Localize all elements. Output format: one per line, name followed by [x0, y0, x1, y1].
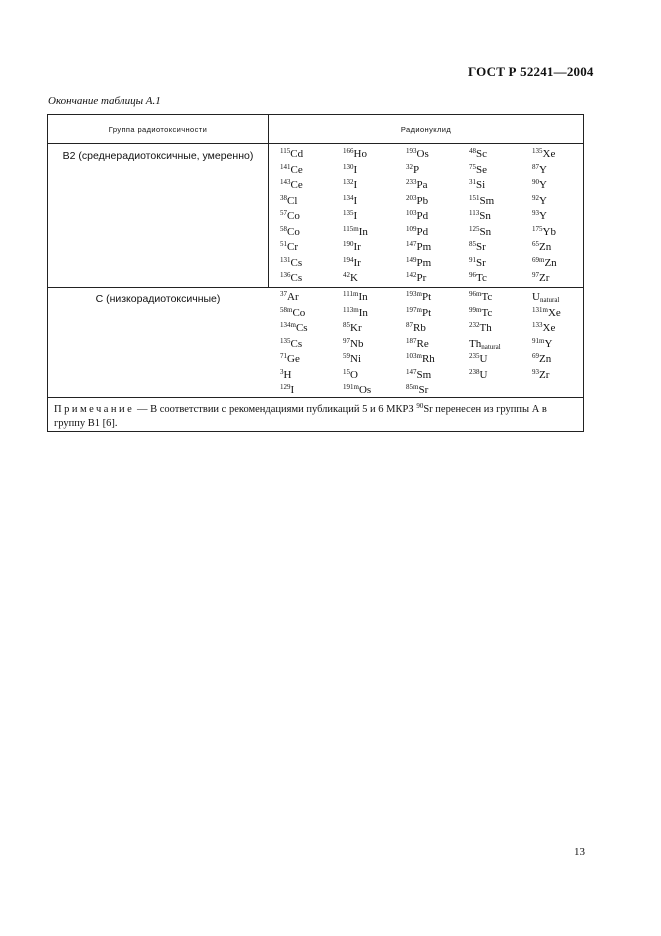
- nuclide-cell: [532, 194, 547, 209]
- element-symbol: Y: [539, 210, 547, 222]
- mass-number: 194: [343, 255, 354, 264]
- nuclide-cell: [343, 306, 368, 321]
- nuclide-cell: [469, 178, 485, 193]
- note-text-before: В соответствии с рекомендациями публикаций 5 и 6 МКРЗ: [150, 404, 417, 415]
- nuclide-cell: [280, 178, 303, 193]
- mass-number: 85m: [406, 383, 419, 391]
- mass-number: 147: [406, 367, 417, 376]
- element-symbol: Cl: [287, 194, 298, 207]
- mass-number: 235: [469, 352, 480, 360]
- nuclide-cell: [280, 163, 303, 178]
- element-symbol: Sn: [479, 225, 492, 238]
- mass-number: 75: [469, 162, 476, 171]
- mass-number: 193m: [406, 290, 422, 298]
- nuclide-cell: [406, 194, 428, 209]
- mass-number: 147: [406, 240, 417, 248]
- nuclide-cell: [280, 337, 302, 352]
- element-symbol: Ce: [290, 163, 303, 176]
- mass-number: 85: [469, 240, 476, 248]
- element-symbol: Sr: [418, 384, 429, 396]
- note-label: Примечание: [54, 404, 135, 415]
- nuclide-cell: [469, 337, 501, 352]
- mass-number: 191m: [343, 383, 359, 391]
- nuclide-cell: [343, 290, 368, 305]
- element-symbol: Tc: [481, 306, 493, 319]
- nuclide-cell: [469, 209, 491, 224]
- element-symbol: Pm: [416, 241, 432, 253]
- mass-number: 99m: [469, 305, 482, 314]
- nuclide-cell: [469, 256, 486, 271]
- radionuclide-table: [47, 114, 584, 432]
- note-text-after: перенесен из группы А в группу В1 [6].: [54, 404, 547, 429]
- element-symbol: H: [283, 368, 292, 381]
- element-symbol: Sr: [476, 241, 486, 253]
- mass-number: 90: [532, 178, 539, 186]
- mass-number: 42: [343, 271, 350, 279]
- mass-number: 103: [406, 209, 417, 217]
- mass-number: 92: [532, 193, 539, 202]
- nuclide-cell: [280, 306, 305, 321]
- element-symbol: O: [350, 368, 358, 381]
- nuclide-cell: [532, 337, 552, 352]
- element-symbol: Ni: [350, 353, 361, 365]
- note-dash: —: [134, 404, 151, 415]
- nuclide-cell: [532, 178, 547, 193]
- mass-number: 115m: [343, 224, 359, 233]
- nuclide-cell: [280, 256, 302, 271]
- mass-number: 87: [532, 162, 539, 171]
- element-symbol: Pt: [421, 306, 432, 319]
- document-number: ГОСТ Р 52241—2004: [468, 64, 594, 79]
- group-divider: [48, 287, 583, 288]
- nuclide-cell: [469, 271, 487, 286]
- nuclide-cell: [532, 271, 549, 286]
- nuclide-cell: [343, 383, 371, 398]
- element-symbol: Ar: [287, 291, 299, 303]
- col-header-group: Группа радиотоксичности: [108, 125, 208, 134]
- mass-number: 133: [532, 321, 543, 329]
- element-symbol: Zn: [539, 353, 552, 365]
- element-symbol: Co: [292, 306, 306, 319]
- element-symbol: Cr: [287, 241, 298, 253]
- nuclide-cell: [406, 271, 426, 286]
- nuclide-cell: [532, 209, 547, 224]
- mass-number: 142: [406, 271, 417, 279]
- nuclide-cell: [406, 147, 429, 162]
- element-symbol: Th: [469, 337, 482, 350]
- note-divider: [48, 397, 583, 398]
- mass-number: 197m: [406, 305, 422, 314]
- nuclide-cell: [280, 240, 298, 255]
- element-symbol: U: [479, 368, 488, 381]
- nuclide-cell: [343, 368, 358, 383]
- element-symbol: Tc: [481, 291, 493, 303]
- mass-number: 93: [532, 367, 539, 376]
- element-symbol: Y: [539, 163, 547, 176]
- mass-number: 97: [532, 271, 539, 279]
- element-symbol: U: [479, 353, 488, 365]
- mass-number: 135: [343, 209, 354, 217]
- nuclide-cell: [280, 147, 303, 162]
- mass-number: 96m: [469, 290, 482, 298]
- mass-number: 97: [343, 336, 350, 345]
- element-symbol: Os: [358, 384, 372, 396]
- nuclide-cell: [343, 194, 357, 209]
- element-symbol: Kr: [350, 322, 362, 334]
- mass-number: 135: [532, 147, 543, 155]
- nuclide-cell: [532, 306, 561, 321]
- nuclide-cell: [343, 178, 357, 193]
- element-symbol: In: [358, 291, 368, 303]
- mass-number: 232: [469, 321, 480, 329]
- nuclide-cell: [532, 147, 555, 162]
- element-symbol: Sr: [476, 256, 486, 269]
- subscript-label: natural: [539, 296, 560, 304]
- column-divider: [268, 115, 269, 287]
- element-symbol: Cd: [290, 148, 304, 160]
- mass-number: 87: [406, 321, 413, 329]
- nuclide-cell: [532, 368, 549, 383]
- element-symbol: Nb: [350, 337, 364, 350]
- element-symbol: Ir: [353, 256, 361, 269]
- mass-number: 187: [406, 336, 417, 345]
- mass-number: 238: [469, 367, 480, 376]
- nuclide-cell: [406, 306, 431, 321]
- element-symbol: Zn: [539, 241, 552, 253]
- nuclide-cell: [343, 225, 368, 240]
- element-symbol: P: [413, 163, 420, 176]
- element-symbol: Zr: [539, 272, 550, 284]
- mass-number: 109: [406, 224, 417, 233]
- mass-number: 125: [469, 224, 480, 233]
- mass-number: 59: [343, 352, 350, 360]
- mass-number: 203: [406, 193, 417, 202]
- mass-number: 32: [406, 162, 413, 171]
- element-symbol: Cs: [295, 322, 308, 334]
- element-symbol: Pd: [416, 210, 429, 222]
- mass-number: 96: [469, 271, 476, 279]
- mass-number: 233: [406, 178, 417, 186]
- element-symbol: Pb: [416, 194, 429, 207]
- nuclide-cell: [343, 240, 361, 255]
- nuclide-cell: [532, 225, 556, 240]
- nuclide-cell: [406, 225, 428, 240]
- mass-number: 143: [280, 178, 291, 186]
- mass-number: 69: [532, 352, 539, 360]
- element-symbol: Pa: [416, 179, 428, 191]
- nuclide-cell: [406, 178, 428, 193]
- nuclide-cell: [343, 209, 357, 224]
- element-symbol: Os: [416, 148, 429, 160]
- element-symbol: Si: [476, 179, 486, 191]
- nuclide-cell: [469, 321, 492, 336]
- nuclide-cell: [280, 352, 300, 367]
- mass-number: 71: [280, 352, 287, 360]
- element-symbol: Zr: [539, 368, 550, 381]
- element-symbol: In: [358, 306, 368, 319]
- mass-number: 15: [343, 367, 350, 376]
- nuclide-cell: [343, 352, 361, 367]
- mass-number: 51: [280, 240, 287, 248]
- mass-number: 175: [532, 224, 543, 233]
- nuclide-cell: [406, 383, 428, 398]
- mass-number: 58m: [280, 305, 293, 314]
- note-isotope-symbol: Sr: [423, 404, 433, 415]
- col-header-radionuclide: Радионуклид: [400, 125, 452, 134]
- element-symbol: I: [353, 210, 358, 222]
- mass-number: 151: [469, 193, 480, 202]
- element-symbol: Pd: [416, 225, 429, 238]
- element-symbol: Y: [544, 337, 553, 350]
- nuclide-cell: [532, 163, 547, 178]
- nuclide-cell: [406, 337, 429, 352]
- mass-number: 103m: [406, 352, 422, 360]
- nuclide-cell: [469, 306, 492, 321]
- element-symbol: Cs: [290, 272, 303, 284]
- nuclide-cell: [280, 209, 300, 224]
- element-symbol: Sc: [476, 148, 487, 160]
- subscript-label: natural: [481, 342, 501, 351]
- note-isotope-mass: 90: [416, 402, 424, 410]
- mass-number: 111m: [343, 290, 359, 298]
- nuclide-cell: [343, 147, 367, 162]
- element-symbol: In: [358, 225, 368, 238]
- nuclide-cell: [280, 383, 294, 398]
- mass-number: 129: [280, 383, 291, 391]
- mass-number: 141: [280, 162, 291, 171]
- nuclide-cell: [532, 321, 555, 336]
- mass-number: 85: [343, 321, 350, 329]
- element-symbol: Sn: [479, 210, 491, 222]
- element-symbol: Rh: [421, 353, 435, 365]
- mass-number: 93: [532, 209, 539, 217]
- element-symbol: Se: [476, 163, 487, 176]
- nuclide-cell: [280, 290, 299, 305]
- element-symbol: Cs: [290, 256, 303, 269]
- element-symbol: I: [353, 179, 358, 191]
- mass-number: 57: [280, 209, 287, 217]
- element-symbol: I: [353, 163, 358, 176]
- nuclide-cell: [406, 290, 431, 305]
- nuclide-cell: [343, 321, 362, 336]
- mass-number: 136: [280, 271, 291, 279]
- mass-number: 58: [280, 224, 287, 233]
- mass-number: 91m: [532, 336, 545, 345]
- nuclide-cell: [469, 163, 487, 178]
- nuclide-cell: [343, 337, 363, 352]
- table-note: [54, 403, 578, 430]
- mass-number: 166: [343, 147, 354, 155]
- element-symbol: Ge: [287, 353, 300, 365]
- element-symbol: Pm: [416, 256, 432, 269]
- nuclide-cell: [280, 271, 302, 286]
- nuclide-cell: [406, 256, 431, 271]
- nuclide-cell: [406, 352, 435, 367]
- element-symbol: Sm: [479, 194, 495, 207]
- element-symbol: Yb: [542, 225, 556, 238]
- element-symbol: Xe: [542, 148, 556, 160]
- nuclide-cell: [406, 163, 419, 178]
- nuclide-cell: [406, 240, 431, 255]
- mass-number: 48: [469, 147, 476, 155]
- group-name-b2: В2 (среднерадиотоксичные, умеренно): [62, 150, 254, 162]
- mass-number: 3: [280, 367, 284, 376]
- nuclide-cell: [532, 240, 551, 255]
- mass-number: 131: [280, 255, 291, 264]
- element-symbol: Th: [479, 322, 492, 334]
- element-symbol: Ho: [353, 148, 367, 160]
- table-caption: Окончание таблицы А.1: [48, 95, 161, 107]
- element-symbol: Y: [539, 179, 547, 191]
- mass-number: 132: [343, 178, 354, 186]
- element-symbol: U: [532, 291, 540, 303]
- nuclide-cell: [406, 209, 428, 224]
- mass-number: 130: [343, 162, 354, 171]
- mass-number: 135: [280, 336, 291, 345]
- nuclide-cell: [406, 368, 431, 383]
- nuclide-cell: [532, 290, 559, 305]
- nuclide-cell: [532, 352, 551, 367]
- element-symbol: K: [350, 272, 358, 284]
- mass-number: 37: [280, 290, 287, 298]
- nuclide-cell: [406, 321, 426, 336]
- element-symbol: Xe: [542, 322, 556, 334]
- mass-number: 113: [469, 209, 480, 217]
- mass-number: 91: [469, 255, 476, 264]
- nuclide-cell: [280, 225, 300, 240]
- nuclide-cell: [469, 368, 487, 383]
- element-symbol: I: [290, 384, 295, 396]
- nuclide-cell: [343, 271, 358, 286]
- nuclide-cell: [469, 240, 486, 255]
- nuclide-cell: [469, 147, 487, 162]
- mass-number: 131m: [532, 305, 548, 314]
- element-symbol: Co: [287, 225, 300, 238]
- element-symbol: Cs: [290, 337, 303, 350]
- element-symbol: Ir: [353, 241, 361, 253]
- mass-number: 115: [280, 147, 291, 155]
- mass-number: 113m: [343, 305, 359, 314]
- element-symbol: Xe: [547, 306, 561, 319]
- mass-number: 149: [406, 255, 417, 264]
- mass-number: 31: [469, 178, 476, 186]
- header-divider: [48, 143, 583, 144]
- nuclide-cell: [469, 225, 491, 240]
- mass-number: 134: [343, 193, 354, 202]
- element-symbol: Zn: [544, 256, 557, 269]
- mass-number: 134m: [280, 321, 296, 329]
- element-symbol: Pr: [416, 272, 427, 284]
- mass-number: 38: [280, 193, 287, 202]
- element-symbol: Re: [416, 337, 429, 350]
- nuclide-cell: [280, 321, 308, 336]
- page-number: 13: [574, 846, 585, 858]
- element-symbol: I: [353, 194, 358, 207]
- element-symbol: Sm: [416, 368, 432, 381]
- element-symbol: Pt: [421, 291, 432, 303]
- element-symbol: Co: [287, 210, 300, 222]
- nuclide-cell: [469, 194, 494, 209]
- element-symbol: Ce: [290, 179, 303, 191]
- mass-number: 190: [343, 240, 354, 248]
- element-symbol: Tc: [476, 272, 487, 284]
- nuclide-cell: [469, 290, 492, 305]
- nuclide-cell: [280, 368, 291, 383]
- nuclide-cell: [343, 163, 357, 178]
- mass-number: 65: [532, 240, 539, 248]
- nuclide-cell: [532, 256, 557, 271]
- nuclide-cell: [343, 256, 361, 271]
- group-name-c: С (низкорадиотоксичные): [95, 293, 221, 305]
- element-symbol: Rb: [413, 322, 426, 334]
- nuclide-cell: [469, 352, 487, 367]
- element-symbol: Y: [539, 194, 547, 207]
- mass-number: 69m: [532, 255, 545, 264]
- nuclide-cell: [280, 194, 297, 209]
- mass-number: 193: [406, 147, 417, 155]
